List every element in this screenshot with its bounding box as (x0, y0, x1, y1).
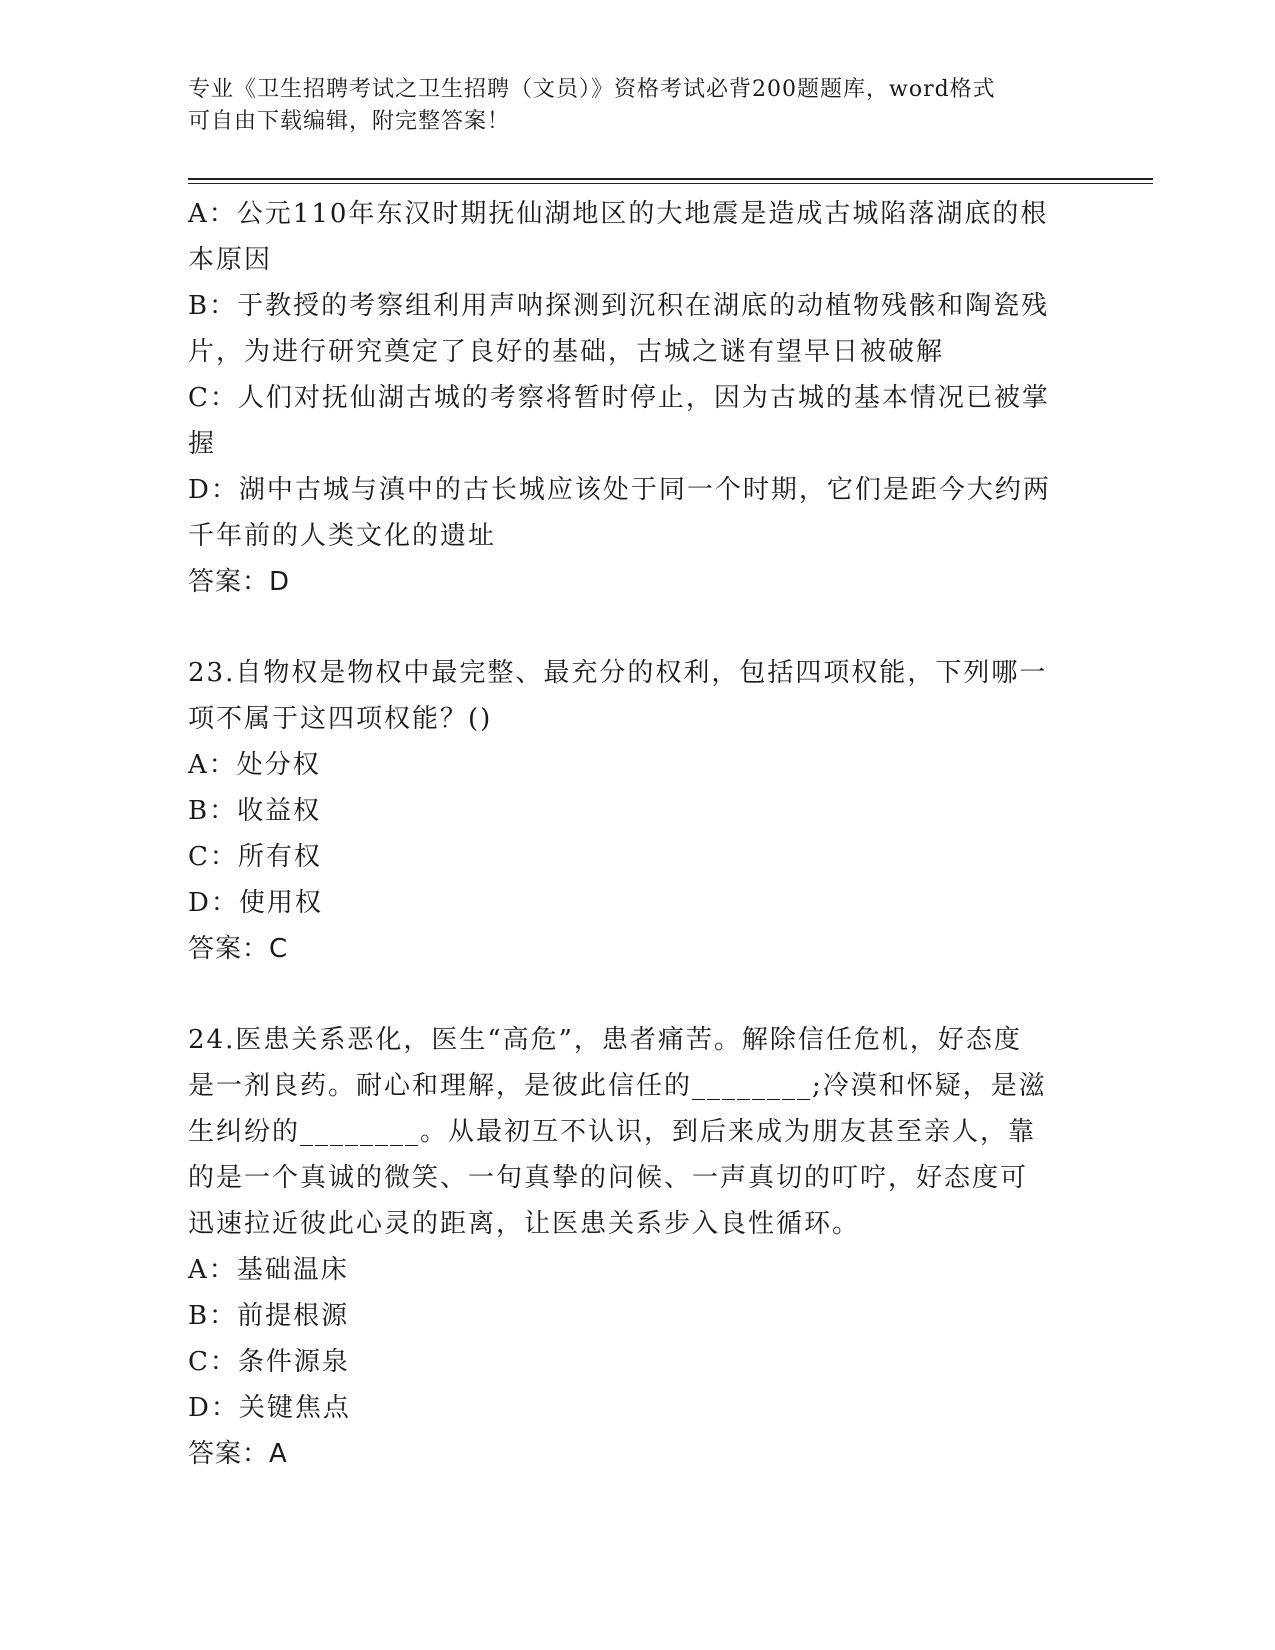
q23-option-a: A：处分权 (188, 750, 321, 780)
q22-option-a-line-1: A：公元110年东汉时期抚仙湖地区的大地震是造成古城陷落湖底的根 (188, 199, 1049, 229)
q24-stem-line-3: 生纠纷的________。从最初互不认识，到后来成为朋友甚至亲人，靠 (188, 1117, 1037, 1147)
q22-answer: 答案：D (188, 567, 291, 597)
q23-option-b: B：收益权 (188, 796, 322, 826)
q22-option-b-line-2: 片，为进行研究奠定了良好的基础，古城之谜有望早日被破解 (188, 337, 945, 367)
q24-answer: 答案：A (188, 1439, 288, 1469)
q22-option-c-line-1: C：人们对抚仙湖古城的考察将暂时停止，因为古城的基本情况已被掌 (188, 383, 1050, 413)
document-header (188, 74, 1078, 138)
q23-stem-line-2: 项不属于这四项权能？() (188, 704, 493, 734)
question-spacer (188, 605, 1073, 650)
q24-stem (188, 1017, 1073, 1247)
header-line-2: 可自由下载编辑，附完整答案！ (188, 109, 511, 134)
q24-stem-line-5: 迅速拉近彼此心灵的距离，让医患关系步入良性循环。 (188, 1209, 861, 1239)
q24-option-b: B：前提根源 (188, 1301, 350, 1331)
question-content (188, 191, 1073, 1477)
q24-stem-line-2: 是一剂良药。耐心和理解，是彼此信任的________;冷漠和怀疑，是滋 (188, 1071, 1047, 1101)
q23-option-d: D：使用权 (188, 888, 323, 918)
header-line-1: 专业《卫生招聘考试之卫生招聘（文员）》资格考试必背200题题库，word格式 (188, 77, 996, 102)
q23-stem (188, 650, 1073, 742)
q22-option-b (188, 283, 1073, 375)
q24-stem-line-1: 24.医患关系恶化，医生“高危”，患者痛苦。解除信任危机，好态度 (188, 1025, 1022, 1055)
header-divider-thin (188, 183, 1153, 184)
question-spacer (188, 972, 1073, 1017)
q22-option-a-line-2: 本原因 (188, 245, 273, 275)
q22-option-d (188, 467, 1073, 559)
q24-option-a: A：基础温床 (188, 1255, 349, 1285)
question-24 (188, 1017, 1073, 1477)
q23-option-c: C：所有权 (188, 842, 322, 872)
q22-option-a (188, 191, 1073, 283)
q22-option-b-line-1: B：于教授的考察组利用声呐探测到沉积在湖底的动植物残骸和陶瓷残 (188, 291, 1050, 321)
question-23 (188, 650, 1073, 972)
q23-stem-line-1: 23.自物权是物权中最完整、最充分的权利，包括四项权能，下列哪一 (188, 658, 1048, 688)
q22-option-d-line-2: 千年前的人类文化的遗址 (188, 521, 497, 551)
q22-option-c-line-2: 握 (188, 429, 217, 459)
q24-stem-line-4: 的是一个真诚的微笑、一句真挚的问候、一声真切的叮咛，好态度可 (188, 1163, 1029, 1193)
question-22 (188, 191, 1073, 605)
q23-answer: 答案：C (188, 934, 289, 964)
header-divider-thick (188, 178, 1153, 180)
q24-option-c: C：条件源泉 (188, 1347, 350, 1377)
q22-option-c (188, 375, 1073, 467)
q22-option-d-line-1: D：湖中古城与滇中的古长城应该处于同一个时期，它们是距今大约两 (188, 475, 1051, 505)
q24-option-d: D：关键焦点 (188, 1393, 351, 1423)
